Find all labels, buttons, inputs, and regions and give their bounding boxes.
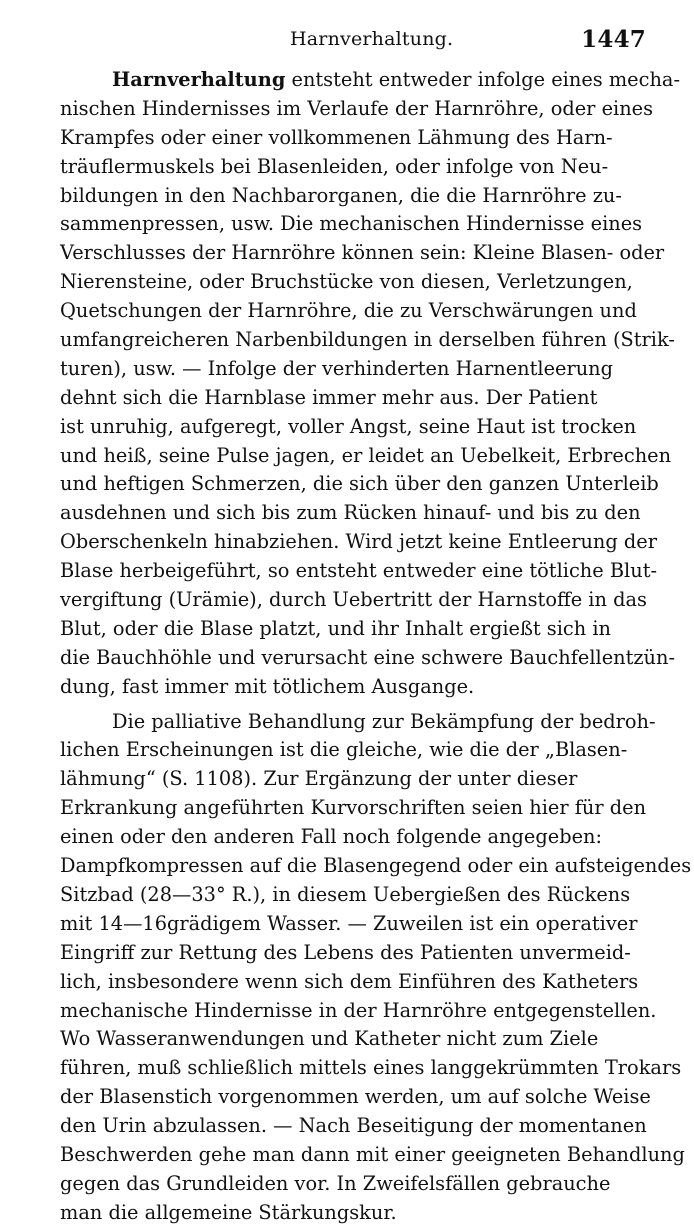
running-title: Harnverhaltung. — [290, 28, 454, 50]
paragraph-line: turen), usw. — Infolge der verhinderten Harnentleerung — [60, 356, 614, 380]
paragraph-line: Blut, oder die Blase platzt, und ihr Inhalt ergießt sich in — [60, 616, 612, 640]
paragraph-line: und heiß, seine Pulse jagen, er leidet an Uebelkeit, Erbrechen — [60, 443, 672, 467]
paragraph-line: Verschlusses der Harnröhre können sein: Kleine Blasen- oder — [60, 241, 665, 265]
paragraph-line: den Urin abzulassen. — Nach Beseitigung der momentanen — [60, 1114, 647, 1138]
paragraph-line: nischen Hindernisses im Verlaufe der Harnröhre, oder eines — [60, 96, 654, 120]
paragraph-line: Beschwerden gehe man dann mit einer geeigneten Behandlung — [60, 1142, 685, 1166]
paragraph-line: lähmung“ (S. 1108). Zur Ergänzung der unter dieser — [60, 767, 578, 791]
paragraph-line: der Blasenstich vorgenommen werden, um auf solche Weise — [60, 1085, 651, 1109]
paragraph-line: mit 14—16grädigem Wasser. — Zuweilen ist ein operativer — [60, 911, 638, 935]
paragraph-line: mechanische Hindernisse in der Harnröhre entgegenstellen. — [60, 998, 657, 1022]
article-body — [60, 66, 692, 1228]
paragraph-line: ist unruhig, aufgeregt, voller Angst, seine Haut ist trocken — [60, 414, 637, 438]
paragraph-line: führen, muß schließlich mittels eines langgekrümmten Trokars — [60, 1056, 682, 1080]
paragraph-line: Quetschungen der Harnröhre, die zu Verschwärungen und — [60, 299, 637, 323]
paragraph-line: ausdehnen und sich bis zum Rücken hinauf- und bis zu den — [60, 501, 641, 525]
page-number: 1447 — [581, 26, 646, 53]
paragraph-line: bildungen in den Nachbarorganen, die die Harnröhre zu- — [60, 183, 622, 207]
paragraph-line: Erkrankung angeführten Kurvorschriften seien hier für den — [60, 796, 647, 820]
paragraph-line: man die allgemeine Stärkungskur. — [60, 1200, 397, 1224]
lead-term: Harnverhaltung — [112, 68, 286, 91]
paragraph-line: Oberschenkeln hinabziehen. Wird jetzt keine Entleerung der — [60, 530, 657, 554]
paragraph-line: einen oder den anderen Fall noch folgende angegeben: — [60, 825, 603, 849]
paragraph-line: gegen das Grundleiden vor. In Zweifelsfällen gebrauche — [60, 1171, 611, 1195]
paragraph-line: träuflermuskels bei Blasenleiden, oder infolge von Neu- — [60, 154, 609, 178]
paragraph-line: Wo Wasseranwendungen und Katheter nicht zum Ziele — [60, 1027, 599, 1051]
paragraph-line: die Bauchhöhle und verursacht eine schwere Bauchfellentzün- — [60, 645, 676, 669]
paragraph-line: und heftigen Schmerzen, die sich über den ganzen Unterleib — [60, 472, 659, 496]
paragraph-line: Eingriff zur Rettung des Lebens des Patienten unvermeid- — [60, 940, 631, 964]
paragraph-line: Die palliative Behandlung zur Bekämpfung der bedroh- — [112, 709, 656, 733]
paragraph-line: umfangreicheren Narbenbildungen in derselben führen (Strik- — [60, 328, 675, 352]
paragraph-2 — [60, 708, 692, 1228]
paragraph-line: dehnt sich die Harnblase immer mehr aus. Der Patient — [60, 385, 598, 409]
paragraph-line: Nierensteine, oder Bruchstücke von diesen, Verletzungen, — [60, 270, 633, 294]
paragraph-line: lichen Erscheinungen ist die gleiche, wie die der „Blasen- — [60, 738, 628, 762]
paragraph-line: Sitzbad (28—33° R.), in diesem Uebergießen des Rückens — [60, 882, 631, 906]
paragraph-line: sammenpressen, usw. Die mechanischen Hindernisse eines — [60, 212, 643, 236]
running-header — [0, 28, 694, 56]
paragraph-line: Krampfes oder einer vollkommenen Lähmung des Harn- — [60, 125, 613, 149]
paragraph-line: Blase herbeigeführt, so entsteht entweder eine tötliche Blut- — [60, 559, 658, 583]
line-text: entsteht entweder infolge eines mecha- — [285, 68, 680, 91]
paragraph-line: dung, fast immer mit tötlichem Ausgange. — [60, 674, 475, 698]
paragraph-line — [60, 66, 680, 95]
paragraph-line: lich, insbesondere wenn sich dem Einführen des Katheters — [60, 969, 639, 993]
paragraph-line: vergiftung (Urämie), durch Uebertritt der Harnstoffe in das — [60, 588, 647, 612]
paragraph-line: Dampfkompressen auf die Blasengegend oder ein aufsteigendes — [60, 854, 692, 878]
paragraph-1 — [60, 66, 680, 702]
